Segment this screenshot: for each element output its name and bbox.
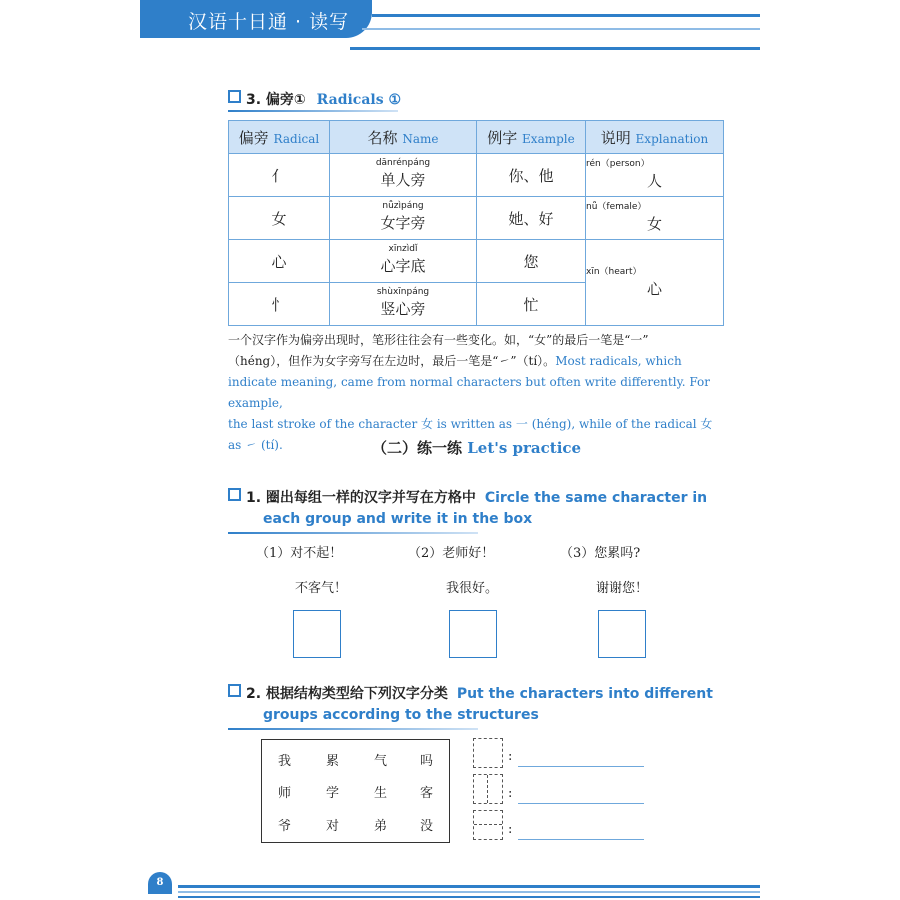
colon: : <box>508 749 513 764</box>
answer-line[interactable] <box>518 839 644 840</box>
footer-stripe <box>178 891 760 893</box>
name-cell: nǚzìpáng 女字旁 <box>330 197 477 240</box>
section-underline <box>228 532 478 534</box>
q1-item-1-line-2: 不客气！ <box>295 581 348 596</box>
para-line: 一个汉字作为偏旁出现时，笔形往往会有一些变化。如，“女”的最后一笔是“一” <box>228 333 649 347</box>
radicals-table <box>228 120 724 326</box>
grid-char: 学 <box>326 786 340 801</box>
question-2-en: groups according to the structures <box>263 707 539 723</box>
header-stripe <box>350 47 760 50</box>
grid-char: 生 <box>374 786 388 801</box>
structure-box-single <box>473 738 503 768</box>
answer-box-3[interactable] <box>598 610 646 658</box>
name-cell: shùxīnpáng 竖心旁 <box>330 283 477 326</box>
checkbox-icon <box>228 90 241 103</box>
footer-stripe <box>178 896 760 898</box>
example-cell: 您 <box>477 240 586 283</box>
grid-char: 吗 <box>420 754 434 769</box>
name-cell: dānrénpáng 单人旁 <box>330 154 477 197</box>
checkbox-icon <box>228 684 241 697</box>
q1-item-2-line-1: （2）老师好！ <box>408 546 495 561</box>
table-row <box>229 197 724 240</box>
footer-stripe <box>178 885 760 888</box>
book-title: 汉语十日通 · 读写 <box>188 11 350 33</box>
header-explanation: 说明 Explanation <box>586 121 724 154</box>
q1-item-3-line-2: 谢谢您！ <box>596 581 649 596</box>
question-1-heading: 1. 圈出每组一样的汉字并写在方格中 Circle the same character in <box>228 487 707 507</box>
character-grid <box>261 739 450 843</box>
explanation-cell: rén（person） 人 <box>586 154 724 197</box>
radical-cell: 心 <box>229 240 330 283</box>
example-cell: 你、他 <box>477 154 586 197</box>
example-cell: 忙 <box>477 283 586 326</box>
grid-char: 弟 <box>374 819 388 834</box>
table-row <box>229 154 724 197</box>
section-3-heading <box>228 89 401 109</box>
grid-char: 气 <box>374 754 388 769</box>
radical-cell: 女 <box>229 197 330 240</box>
header-stripe <box>362 28 760 30</box>
para-line: the last stroke of the character 女 is written as 一 (héng), while of the radical ⼥ as ㇀ (tí). <box>228 417 713 452</box>
page-number: 8 <box>148 872 172 894</box>
header-stripe <box>372 14 760 17</box>
section-underline <box>228 110 398 112</box>
name-cell: xīnzìdǐ 心字底 <box>330 240 477 283</box>
table-row <box>229 240 724 283</box>
grid-char: 爷 <box>278 819 292 834</box>
checkbox-icon <box>228 488 241 501</box>
para-line: （héng），但作为女字旁写在左边时，最后一笔是“㇀”（tí）。Most radicals, which <box>228 354 682 368</box>
header-name: 名称 Name <box>330 121 477 154</box>
q1-item-1-line-1: （1）对不起！ <box>256 546 343 561</box>
explanation-cell: xīn（heart） 心 <box>586 240 724 326</box>
radical-cell: 忄 <box>229 283 330 326</box>
grid-char: 对 <box>326 819 340 834</box>
section-3-en: Radicals ① <box>316 92 402 108</box>
q1-item-3-line-1: （3）您累吗? <box>560 546 641 561</box>
colon: : <box>508 786 513 801</box>
example-cell: 她、好 <box>477 197 586 240</box>
header-example: 例字 Example <box>477 121 586 154</box>
structure-box-left-right <box>473 774 503 804</box>
radical-cell: 亻 <box>229 154 330 197</box>
question-1-en: each group and write it in the box <box>263 511 533 527</box>
practice-heading: （二）练一练 Let's practice <box>372 439 582 457</box>
answer-box-2[interactable] <box>449 610 497 658</box>
structure-box-top-bottom <box>473 810 503 840</box>
page-header <box>140 0 760 38</box>
grid-char: 没 <box>420 819 434 834</box>
answer-line[interactable] <box>518 766 644 767</box>
q1-item-2-line-2: 我很好。 <box>446 581 499 596</box>
answer-line[interactable] <box>518 803 644 804</box>
grid-char: 累 <box>326 754 340 769</box>
explanation-cell: nǚ（female） 女 <box>586 197 724 240</box>
grid-char: 师 <box>278 786 292 801</box>
grid-char: 客 <box>420 786 434 801</box>
section-underline <box>228 728 478 730</box>
header-radical: 偏旁 Radical <box>229 121 330 154</box>
para-line: indicate meaning, came from normal characters but often write differently. For example, <box>228 375 711 410</box>
answer-box-1[interactable] <box>293 610 341 658</box>
section-3-label: 3. 偏旁① <box>246 92 306 108</box>
question-2-heading: 2. 根据结构类型给下列汉字分类 Put the characters into different <box>228 683 713 703</box>
grid-char: 我 <box>278 754 292 769</box>
colon: : <box>508 822 513 837</box>
